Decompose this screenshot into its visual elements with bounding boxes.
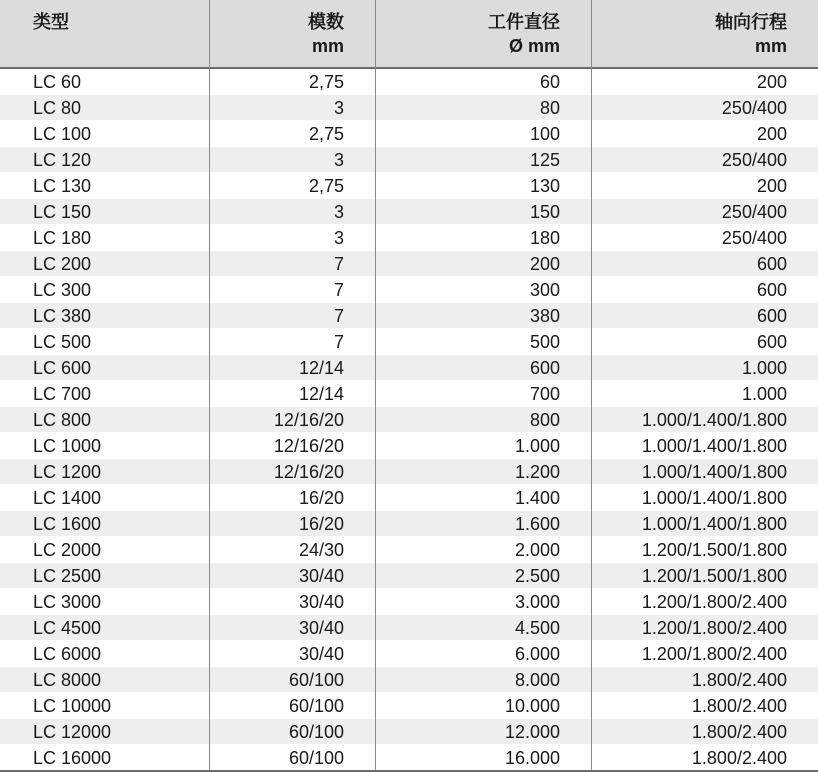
cell-type: LC 1200 xyxy=(33,462,102,482)
header-diameter-label: 工件直径 xyxy=(488,12,560,32)
table-row xyxy=(0,615,818,641)
cell-type: LC 380 xyxy=(33,306,92,326)
cell-stroke: 200 xyxy=(756,124,787,144)
cell-module: 60/100 xyxy=(288,696,344,716)
cell-diameter: 12.000 xyxy=(504,722,560,742)
cell-type: LC 200 xyxy=(33,254,92,274)
header-stroke-unit: mm xyxy=(754,36,787,56)
table-row xyxy=(0,693,818,719)
table-row xyxy=(0,199,818,225)
cell-stroke: 1.000 xyxy=(741,358,787,378)
cell-stroke: 250/400 xyxy=(721,150,787,170)
cell-type: LC 2000 xyxy=(33,540,102,560)
table-row xyxy=(0,381,818,407)
cell-diameter: 2.500 xyxy=(514,566,560,586)
cell-stroke: 1.800/2.400 xyxy=(691,696,787,716)
cell-diameter: 600 xyxy=(529,358,560,378)
cell-module: 12/14 xyxy=(298,358,344,378)
cell-diameter: 130 xyxy=(529,176,560,196)
cell-module: 7 xyxy=(333,332,344,352)
table-row xyxy=(0,173,818,199)
cell-diameter: 16.000 xyxy=(504,748,560,768)
cell-stroke: 250/400 xyxy=(721,228,787,248)
cell-module: 7 xyxy=(333,280,344,300)
cell-type: LC 700 xyxy=(33,384,92,404)
cell-stroke: 1.200/1.800/2.400 xyxy=(641,618,787,638)
table-row xyxy=(0,69,818,95)
cell-stroke: 1.800/2.400 xyxy=(691,748,787,768)
cell-type: LC 300 xyxy=(33,280,92,300)
cell-stroke: 1.200/1.800/2.400 xyxy=(641,592,787,612)
cell-type: LC 16000 xyxy=(33,748,112,768)
cell-diameter: 10.000 xyxy=(504,696,560,716)
cell-type: LC 80 xyxy=(33,98,82,118)
cell-module: 30/40 xyxy=(298,566,344,586)
cell-type: LC 130 xyxy=(33,176,92,196)
table-row xyxy=(0,745,818,771)
cell-type: LC 60 xyxy=(33,72,82,92)
column-divider xyxy=(375,0,376,772)
cell-module: 12/16/20 xyxy=(273,462,344,482)
table-row xyxy=(0,433,818,459)
cell-module: 2,75 xyxy=(308,72,344,92)
header-module-label: 模数 xyxy=(308,12,344,32)
cell-type: LC 1000 xyxy=(33,436,102,456)
cell-diameter: 8.000 xyxy=(514,670,560,690)
cell-stroke: 1.000 xyxy=(741,384,787,404)
table-row xyxy=(0,563,818,589)
cell-stroke: 1.200/1.500/1.800 xyxy=(641,540,787,560)
cell-stroke: 1.800/2.400 xyxy=(691,670,787,690)
cell-module: 2,75 xyxy=(308,124,344,144)
cell-stroke: 1.000/1.400/1.800 xyxy=(641,436,787,456)
table-row xyxy=(0,329,818,355)
table-row xyxy=(0,251,818,277)
table-row xyxy=(0,121,818,147)
header-stroke-label: 轴向行程 xyxy=(715,12,787,32)
cell-module: 12/16/20 xyxy=(273,410,344,430)
cell-diameter: 180 xyxy=(529,228,560,248)
cell-module: 7 xyxy=(333,306,344,326)
cell-module: 12/14 xyxy=(298,384,344,404)
table-row xyxy=(0,95,818,121)
cell-stroke: 1.000/1.400/1.800 xyxy=(641,488,787,508)
cell-diameter: 4.500 xyxy=(514,618,560,638)
cell-module: 12/16/20 xyxy=(273,436,344,456)
table-row xyxy=(0,641,818,667)
table-row xyxy=(0,355,818,381)
column-divider xyxy=(591,0,592,772)
cell-type: LC 150 xyxy=(33,202,92,222)
table-row xyxy=(0,303,818,329)
header-module xyxy=(210,0,344,67)
cell-stroke: 1.200/1.800/2.400 xyxy=(641,644,787,664)
cell-stroke: 600 xyxy=(756,306,787,326)
cell-diameter: 100 xyxy=(529,124,560,144)
cell-diameter: 200 xyxy=(529,254,560,274)
cell-type: LC 600 xyxy=(33,358,92,378)
cell-module: 3 xyxy=(333,98,344,118)
table-body xyxy=(0,69,818,771)
cell-stroke: 200 xyxy=(756,72,787,92)
cell-type: LC 1600 xyxy=(33,514,102,534)
cell-module: 60/100 xyxy=(288,722,344,742)
cell-diameter: 60 xyxy=(539,72,560,92)
table-row xyxy=(0,485,818,511)
cell-type: LC 10000 xyxy=(33,696,112,716)
cell-diameter: 1.000 xyxy=(514,436,560,456)
header-diameter xyxy=(376,0,560,67)
table-row xyxy=(0,277,818,303)
cell-module: 7 xyxy=(333,254,344,274)
cell-stroke: 1.200/1.500/1.800 xyxy=(641,566,787,586)
cell-type: LC 120 xyxy=(33,150,92,170)
table-row xyxy=(0,225,818,251)
cell-stroke: 250/400 xyxy=(721,98,787,118)
header-type xyxy=(33,0,69,67)
cell-module: 24/30 xyxy=(298,540,344,560)
column-divider xyxy=(209,0,210,772)
cell-type: LC 2500 xyxy=(33,566,102,586)
cell-stroke: 200 xyxy=(756,176,787,196)
cell-type: LC 3000 xyxy=(33,592,102,612)
cell-diameter: 380 xyxy=(529,306,560,326)
cell-diameter: 150 xyxy=(529,202,560,222)
header-stroke xyxy=(592,0,787,67)
table-header xyxy=(0,0,818,69)
cell-stroke: 1.800/2.400 xyxy=(691,722,787,742)
cell-type: LC 4500 xyxy=(33,618,102,638)
cell-module: 2,75 xyxy=(308,176,344,196)
table-row xyxy=(0,589,818,615)
cell-module: 3 xyxy=(333,202,344,222)
cell-type: LC 500 xyxy=(33,332,92,352)
cell-diameter: 1.600 xyxy=(514,514,560,534)
cell-stroke: 600 xyxy=(756,254,787,274)
cell-module: 60/100 xyxy=(288,670,344,690)
cell-diameter: 1.400 xyxy=(514,488,560,508)
cell-diameter: 500 xyxy=(529,332,560,352)
table-row xyxy=(0,719,818,745)
cell-type: LC 180 xyxy=(33,228,92,248)
cell-diameter: 2.000 xyxy=(514,540,560,560)
cell-diameter: 80 xyxy=(539,98,560,118)
header-type-label: 类型 xyxy=(33,12,69,32)
header-module-unit: mm xyxy=(311,36,344,56)
cell-diameter: 3.000 xyxy=(514,592,560,612)
cell-module: 30/40 xyxy=(298,592,344,612)
cell-module: 16/20 xyxy=(298,488,344,508)
cell-stroke: 600 xyxy=(756,280,787,300)
cell-module: 60/100 xyxy=(288,748,344,768)
cell-diameter: 300 xyxy=(529,280,560,300)
cell-type: LC 12000 xyxy=(33,722,112,742)
cell-diameter: 700 xyxy=(529,384,560,404)
table-row xyxy=(0,147,818,173)
table-row xyxy=(0,537,818,563)
cell-diameter: 800 xyxy=(529,410,560,430)
cell-stroke: 600 xyxy=(756,332,787,352)
cell-diameter: 125 xyxy=(529,150,560,170)
header-diameter-unit: Ø mm xyxy=(508,36,560,56)
table-row xyxy=(0,407,818,433)
cell-stroke: 1.000/1.400/1.800 xyxy=(641,410,787,430)
cell-module: 3 xyxy=(333,228,344,248)
cell-type: LC 100 xyxy=(33,124,92,144)
cell-type: LC 1400 xyxy=(33,488,102,508)
cell-module: 30/40 xyxy=(298,618,344,638)
cell-stroke: 250/400 xyxy=(721,202,787,222)
cell-module: 30/40 xyxy=(298,644,344,664)
table-row xyxy=(0,511,818,537)
cell-module: 16/20 xyxy=(298,514,344,534)
table-row xyxy=(0,459,818,485)
cell-diameter: 1.200 xyxy=(514,462,560,482)
cell-type: LC 6000 xyxy=(33,644,102,664)
cell-type: LC 8000 xyxy=(33,670,102,690)
cell-module: 3 xyxy=(333,150,344,170)
table-row xyxy=(0,667,818,693)
cell-stroke: 1.000/1.400/1.800 xyxy=(641,462,787,482)
cell-stroke: 1.000/1.400/1.800 xyxy=(641,514,787,534)
cell-type: LC 800 xyxy=(33,410,92,430)
cell-diameter: 6.000 xyxy=(514,644,560,664)
